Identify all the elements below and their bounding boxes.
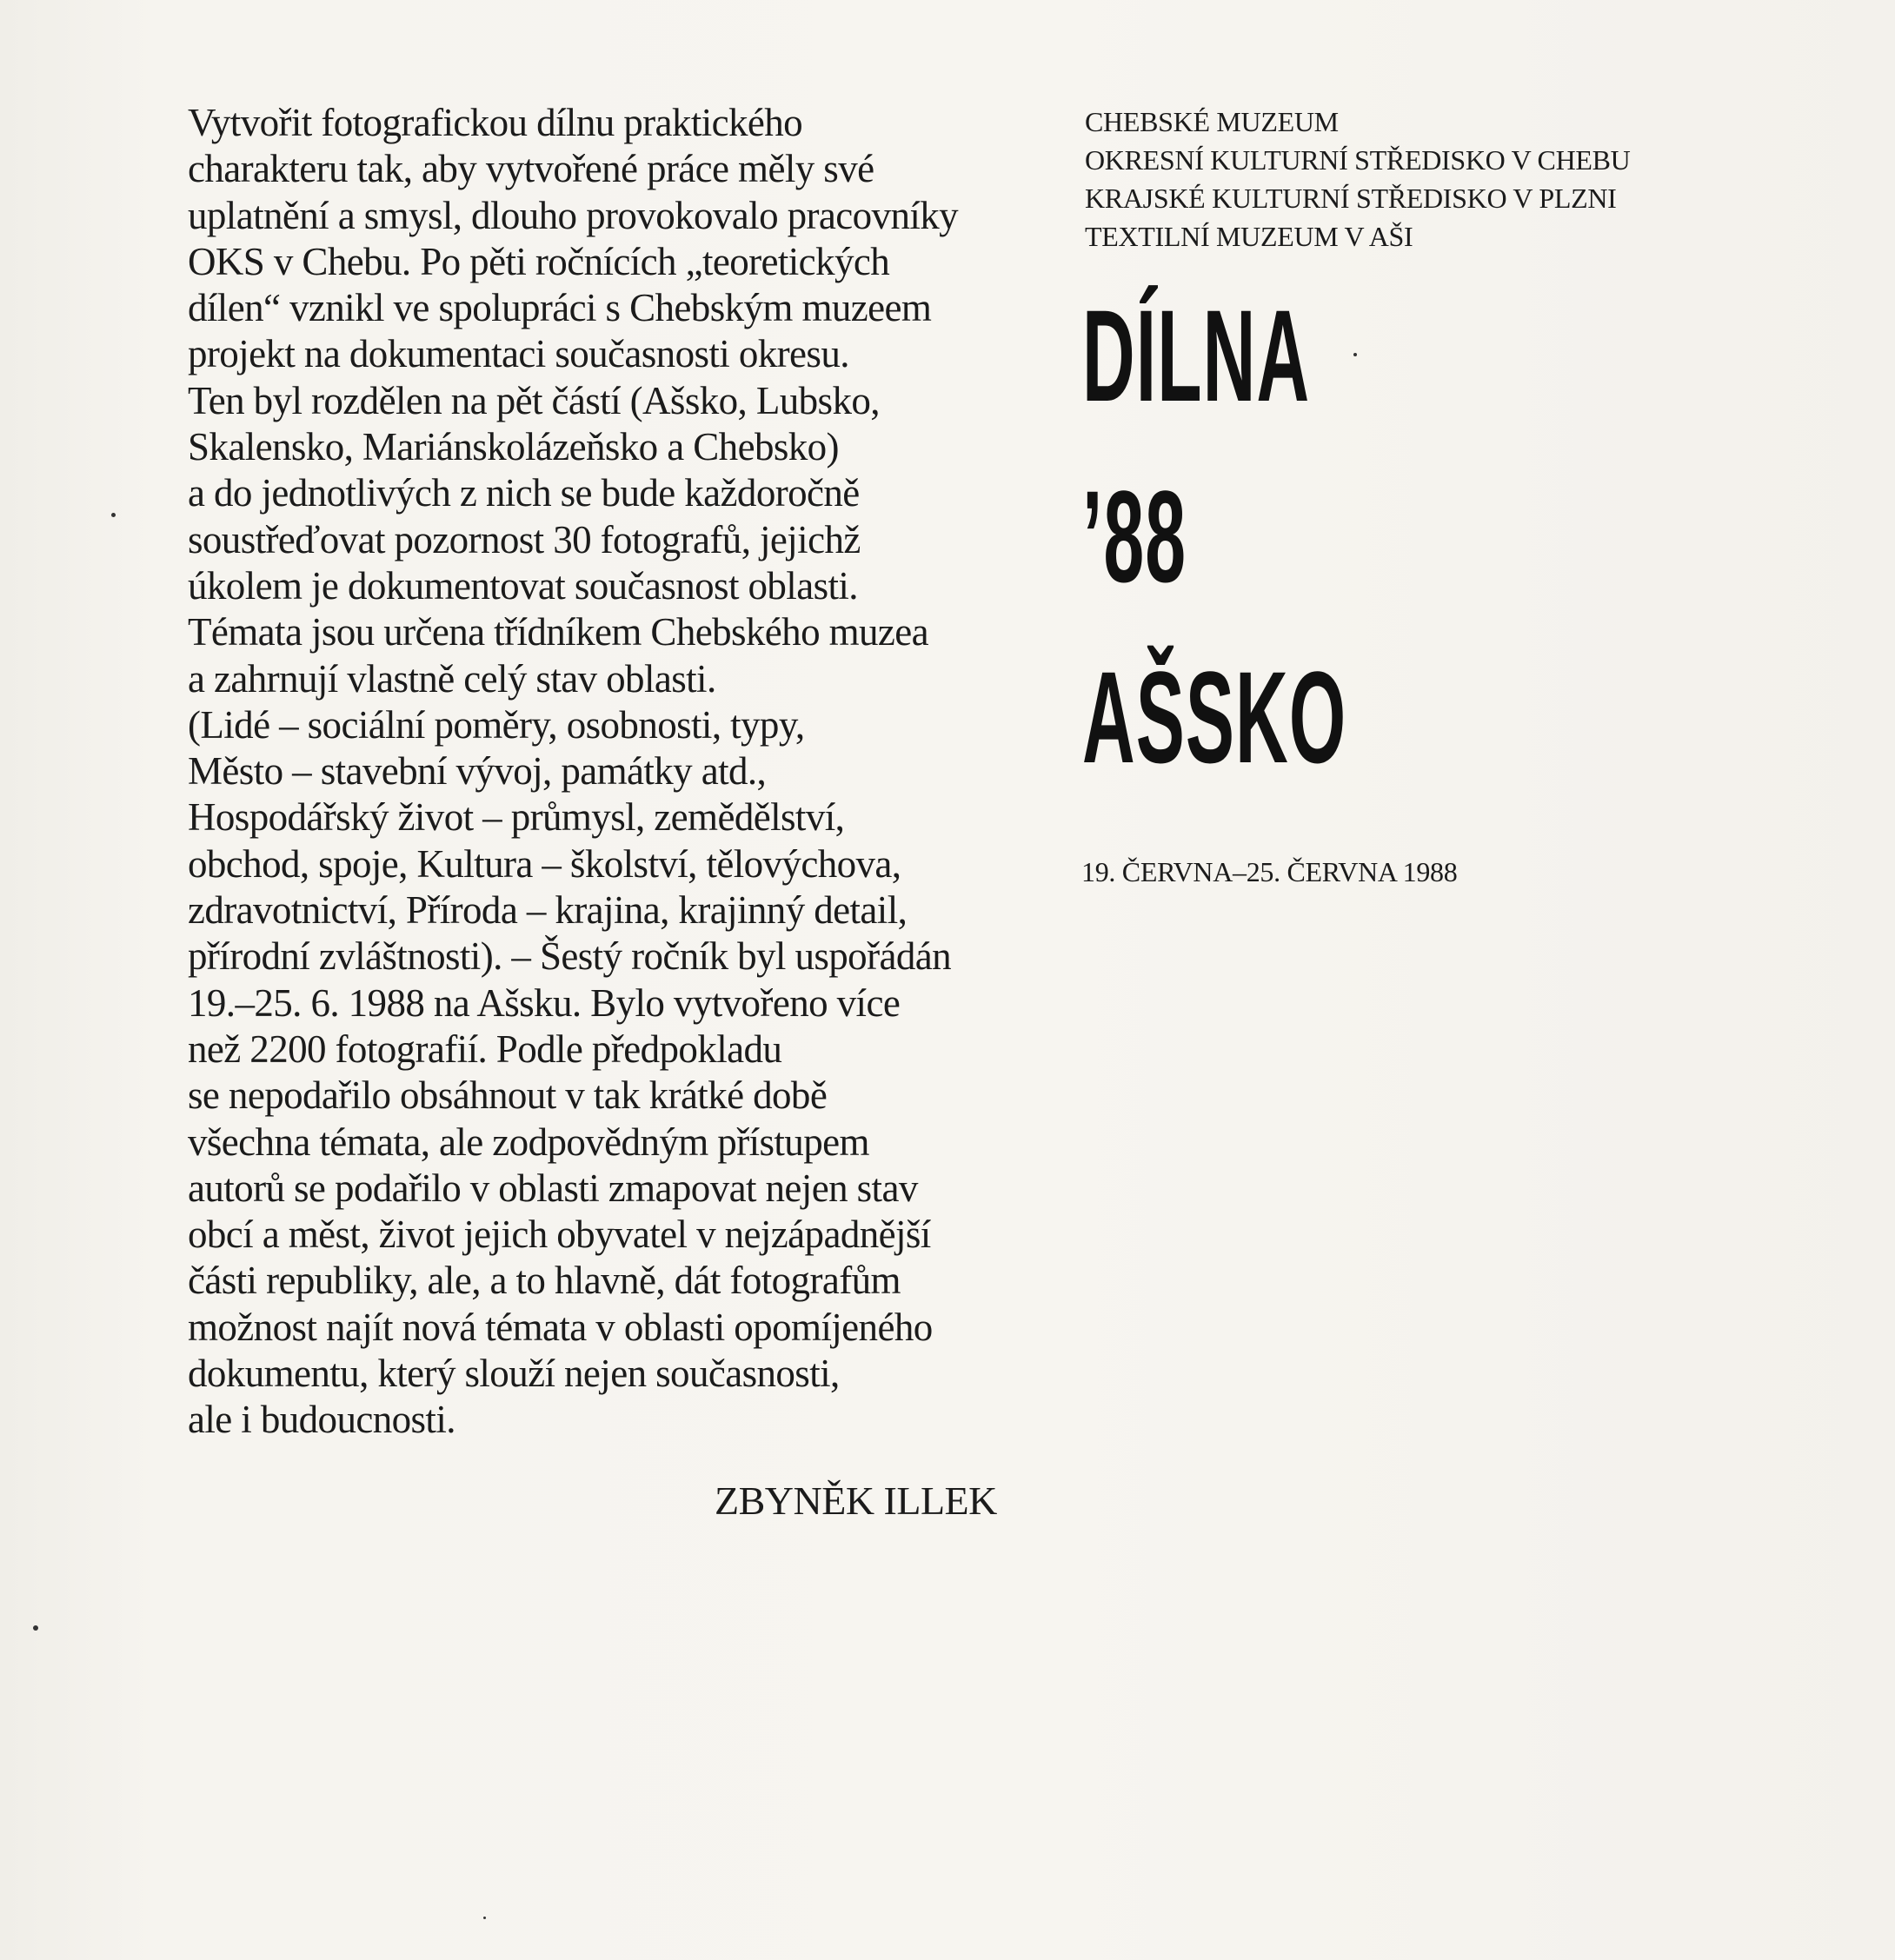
body-line: Město – stavební vývoj, památky atd.,	[188, 749, 767, 794]
body-line: dílen“ vznikl ve spolupráci s Chebským muzeem	[188, 286, 932, 330]
body-line: OKS v Chebu. Po pěti ročnících „teoretických	[188, 239, 890, 283]
event-title	[1082, 265, 1413, 807]
body-line: projekt na dokumentaci současnosti okresu.	[188, 332, 849, 376]
body-line: a do jednotlivých z nich se bude každoročně	[188, 471, 860, 515]
paper-speck	[111, 513, 116, 517]
title-line-year: ’88	[1082, 463, 1187, 609]
body-line: autorů se podařilo v oblasti zmapovat nejen stav	[188, 1166, 918, 1210]
body-line: než 2200 fotografií. Podle předpokladu	[188, 1027, 782, 1071]
paper-speck	[483, 1917, 486, 1919]
body-line: ale i budoucnosti.	[188, 1398, 455, 1442]
body-line: obchod, spoje, Kultura – školství, tělovýchova,	[188, 841, 901, 886]
title-line-dilna: DÍLNA	[1082, 282, 1311, 429]
organizer-name: CHEBSKÉ MUZEUM	[1085, 106, 1339, 137]
body-line: možnost najít nová témata v oblasti opomíjeného	[188, 1305, 933, 1349]
body-line: části republiky, ale, a to hlavně, dát fotografům	[188, 1259, 901, 1303]
body-line: Vytvořit fotografickou dílnu praktického	[188, 101, 803, 144]
title-line-assko: AŠSKO	[1082, 644, 1347, 790]
body-line: soustřeďovat pozornost 30 fotografů, jejichž	[188, 517, 861, 561]
body-line: a zahrnují vlastně celý stav oblasti.	[188, 656, 716, 701]
organizer-name: TEXTILNÍ MUZEUM V AŠI	[1085, 221, 1413, 252]
body-line: uplatnění a smysl, dlouho provokovalo pracovníky	[188, 193, 959, 237]
body-line: (Lidé – sociální poměry, osobnosti, typy,	[188, 702, 805, 747]
body-line: obcí a měst, život jejich obyvatel v nejzápadnější	[188, 1213, 931, 1257]
body-line: úkolem je dokumentovat současnost oblasti.	[188, 563, 858, 608]
paper-speck	[33, 1625, 38, 1631]
body-line: přírodní zvláštnosti). – Šestý ročník byl uspořádán	[188, 934, 952, 979]
event-dates: 19. ČERVNA–25. ČERVNA 1988	[1081, 856, 1458, 887]
organizer-name: KRAJSKÉ KULTURNÍ STŘEDISKO V PLZNI	[1085, 183, 1617, 214]
body-text	[188, 100, 1057, 1444]
paper-speck	[1353, 353, 1357, 356]
body-line: dokumentu, který slouží nejen současnosti,	[188, 1352, 840, 1396]
body-line: Témata jsou určena třídníkem Chebského muzea	[188, 610, 929, 654]
body-line: charakteru tak, aby vytvořené práce měly své	[188, 147, 874, 191]
body-line: Skalensko, Mariánskolázeňsko a Chebsko)	[188, 425, 839, 469]
organizers-list	[1085, 103, 1631, 256]
body-line: všechna témata, ale zodpovědným přístupem	[188, 1120, 869, 1164]
body-line: zdravotnictví, Příroda – krajina, krajinný detail,	[188, 888, 908, 933]
body-line: Ten byl rozdělen na pět částí (Ašsko, Lubsko,	[188, 378, 880, 422]
body-line: se nepodařilo obsáhnout v tak krátké době	[188, 1073, 828, 1118]
body-line: 19.–25. 6. 1988 na Ašsku. Bylo vytvořeno více	[188, 980, 901, 1025]
organizer-name: OKRESNÍ KULTURNÍ STŘEDISKO V CHEBU	[1085, 144, 1631, 176]
author-signature: ZBYNĚK ILLEK	[715, 1478, 997, 1523]
body-line: Hospodářský život – průmysl, zemědělství,	[188, 795, 845, 840]
